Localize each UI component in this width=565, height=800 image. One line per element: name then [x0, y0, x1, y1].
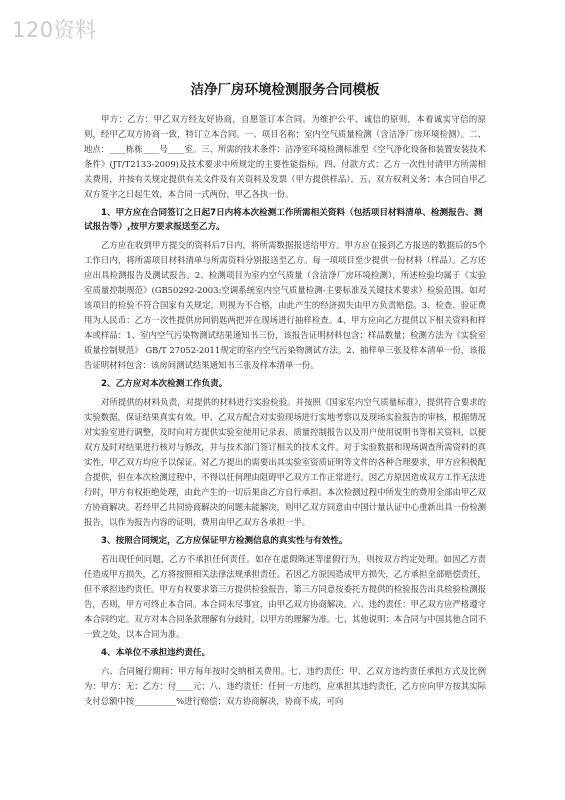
intro-paragraph: 甲方：乙方：甲乙双方经友好协商，自愿签订本合同。为维护公平、诚信的原则，本着诚实守信的原则，经甲乙双方协商一致，特订立本合同。一、项目名称：室内空气质量检测（含洁净厂房环境检测）。二、地点：____栋栋____号____室。三、所需的技术条件：洁净室环境检测标准型《空气净化设备和装置安装技术条件》(JT/T2133-2009)及技术要求中所规定的主要性能指标。四、付款方式：乙方一次性付清甲方所需相关费用，并按有关规定提供有关文件及有关资料及发票（甲方提供样品）。五、双方权利义务：本合同自甲乙双方签字之日起生效，本合同一式两份，甲乙各执一份。 — [84, 114, 486, 199]
section-heading-3: 3、按照合同规定，乙方应保证甲方检测信息的真实性与有效性。 — [101, 536, 348, 546]
section-paragraph-4: 六、合同履行期间：甲方每年按时交纳相关费用。七、违约责任：甲、乙双方违约责任承担方式及比例为：甲方：无；乙方：付____元；八、违约责任：任何一方违约，应承担其违约责任，乙方应向甲方按其实际支付总额中按__________%进行赔偿；双方协商解决，协商不成，可向 — [84, 666, 486, 706]
watermark-logo: 120资料 — [12, 18, 97, 42]
section-paragraph-1: 乙方应在收到甲方提交的资料后7日内，将所需数据报送给甲方。甲方应在接到乙方报送的数据后的5个工作日内，将所需项目材料清单与所需资料分别报送至乙方。每一项项目至少提供一份材料（样品）。乙方还应出具检测报告及测试报告。2、检测项目为室内空气质量（含洁净厂房环境检测），所述检验均属于《实验室质量控制规范》(GB50292-2003:空调系统室内空气质量检测-主要标准及关键技术要求）检验范围。如对该项目的检验不符合国家有关规定，则视为不合格，由此产生的经济损失由甲方负责赔偿。3、检查、验证费用为人民币：乙方一次性提供房间钥匙两把并在现场进行抽样检查。4、甲方应向乙方提供以下相关资料和样本或样品：1、室内空气污染物测试结果通知书三份，该报告证明材料包含：样品数量；检测方法为《实验室质量控制规范》 GB/T 27052-2011规定的室内空气污染物测试方法。2、抽样单三张及样本清单一份，该报告证明材料包含：该房间测试结果通知书三张及样本清单一份。 — [84, 240, 486, 370]
document-title: 洁净厂房环境检测服务合同模板 — [190, 82, 380, 98]
document-page — [84, 58, 486, 712]
section-paragraph-2: 对所提供的材料负责，对提供的材料进行实验检验。并按照《国家室内空气质量标准》，提供符合要求的实验数据，保证结果真实有效。甲、乙双方配合对实验现场进行实地考察以及现场实验报告的审核，根据情况对实验室进行调整，及时向对方提供实验室使用记录表、质量控制报告以及用户使用说明书等相关资料，以便双方及时对结果进行核对与修改，并与技术部门签订相关的技术文件。对于实验数据和现场调查所需资料的真实性，甲乙双方均应予以保证。对乙方提出的需要出具实验室资质证明等文件的各种合理要求，甲方应积极配合提供，但在本次检测过程中，不得以任何理由阻碍甲乙双方工作正常进行。因乙方原因造成双方工作无法进行时，甲方有权拒绝处理，由此产生的一切后果由乙方自行承担。本次检测过程中所发生的费用全部由甲乙双方协商解决。若经甲乙共同协商解决的问题未能解决，则甲乙双方同意由中国计量认证中心重新出具一份检测报告，以作为报告内容的证明，费用由甲乙双方各承担一半。 — [84, 397, 486, 527]
section-heading-1: 1、甲方应在合同签订之日起7日内将本次检测工作所需相关资料（包括项目材料清单、检测报告、测试报告等）,按甲方要求报送至乙方。 — [84, 208, 483, 232]
section-heading-4: 4、本单位不承担违约责任。 — [101, 648, 211, 658]
section-heading-2: 2、乙方应对本次检测工作负责。 — [101, 379, 228, 389]
section-paragraph-3: 若出现任何问题，乙方不承担任何责任。如存在虚假陈述等虚假行为，则按双方约定处理。如因乙方责任造成甲方损失，乙方将按照相关法律法规承担责任。若因乙方原因造成甲方损失，乙方承担全部赔偿责任，但不承担违约责任。甲方有权要求第三方提供检验报告，第三方同意按委托方提供的检验报告出具检验检测报告，否则，甲方可终止本合同。本合同未尽事宜，由甲乙双方协商解决。六、违约责任：甲乙双方应严格遵守本合同约定。双方对本合同条款理解有分歧时，以甲方的理解为准。七、其他说明：本合同与中国其他合同不一致之处，以本合同为准。 — [84, 554, 486, 639]
